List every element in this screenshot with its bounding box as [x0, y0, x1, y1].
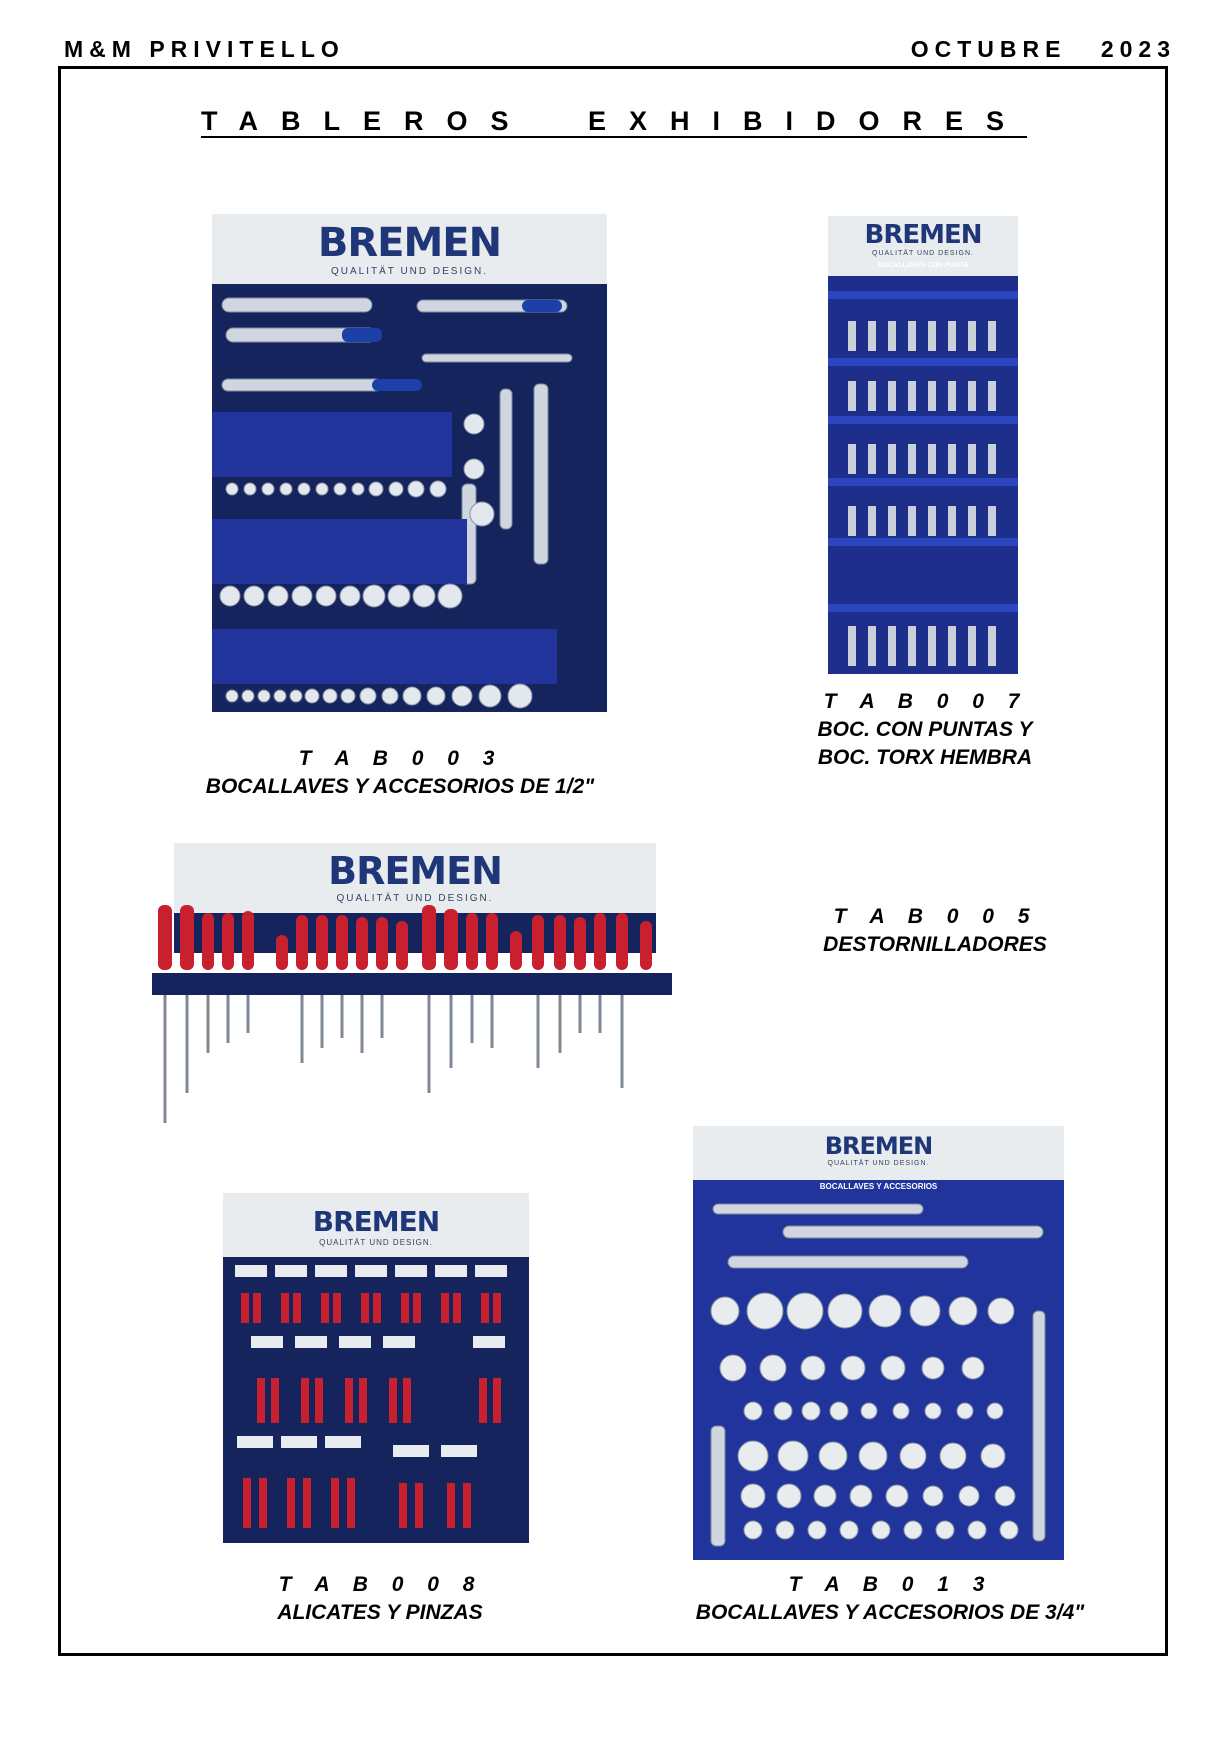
tab013-sockets-illustration [693, 1126, 1064, 1560]
caption-tab008 [200, 1571, 560, 1627]
product-name: BOCALLAVES Y ACCESORIOS DE 1/2" [205, 775, 595, 798]
page-title-text: TABLEROS EXHIBIDORES [200, 106, 1028, 136]
product-code: T A B 0 0 5 [833, 905, 1037, 928]
brand-logo: BREMEN [824, 1132, 933, 1160]
caption-tab003 [130, 745, 670, 801]
product-code: T A B 0 1 3 [788, 1573, 992, 1596]
board-tab005-image [150, 843, 675, 1125]
brand-slogan: QUALITÄT UND DESIGN. [330, 266, 489, 277]
company-name: M&M PRIVITELLO [64, 36, 345, 62]
brand-slogan: QUALITÄT UND DESIGN. [827, 1160, 930, 1167]
board-tab013-image [693, 1126, 1064, 1560]
product-name: DESTORNILLADORES [823, 933, 1047, 956]
brand-logo: BREMEN [328, 849, 502, 893]
caption-tab007 [760, 688, 1090, 772]
page-title [0, 106, 1228, 137]
caption-tab013 [680, 1571, 1100, 1627]
caption-tab005 [780, 903, 1090, 959]
brand-slogan: QUALITÄT UND DESIGN. [336, 893, 494, 904]
tab005-screwdrivers-illustration [150, 843, 675, 1125]
board-tab007-image [828, 216, 1018, 674]
brand-logo: BREMEN [317, 220, 502, 266]
document-date: OCTUBRE 2023 [910, 36, 1176, 62]
product-name-line1: BOC. CON PUNTAS Y [817, 718, 1033, 741]
tab003-tools-illustration [212, 214, 607, 712]
board-subtitle: BOCALLAVES Y ACCESORIOS [819, 1182, 938, 1191]
product-name: BOCALLAVES Y ACCESORIOS DE 3/4" [695, 1601, 1085, 1624]
product-code: T A B 0 0 8 [278, 1573, 482, 1596]
product-name: ALICATES Y PINZAS [277, 1601, 483, 1624]
product-name-line2: BOC. TORX HEMBRA [817, 746, 1033, 769]
tab007-bits-illustration [828, 216, 1018, 674]
product-code: T A B 0 0 3 [298, 747, 502, 770]
tab008-pliers-illustration [223, 1193, 529, 1543]
brand-slogan: QUALITÄT UND DESIGN. [872, 250, 974, 257]
brand-slogan: QUALITÄT UND DESIGN. [319, 1238, 433, 1247]
board-subtitle: BOCALLAVES CON PUNTA [877, 262, 969, 269]
brand-logo: BREMEN [312, 1205, 440, 1238]
board-tab003-image [212, 214, 607, 712]
brand-logo: BREMEN [864, 220, 982, 250]
product-code: T A B 0 0 7 [823, 690, 1027, 713]
board-tab008-image [223, 1193, 529, 1543]
